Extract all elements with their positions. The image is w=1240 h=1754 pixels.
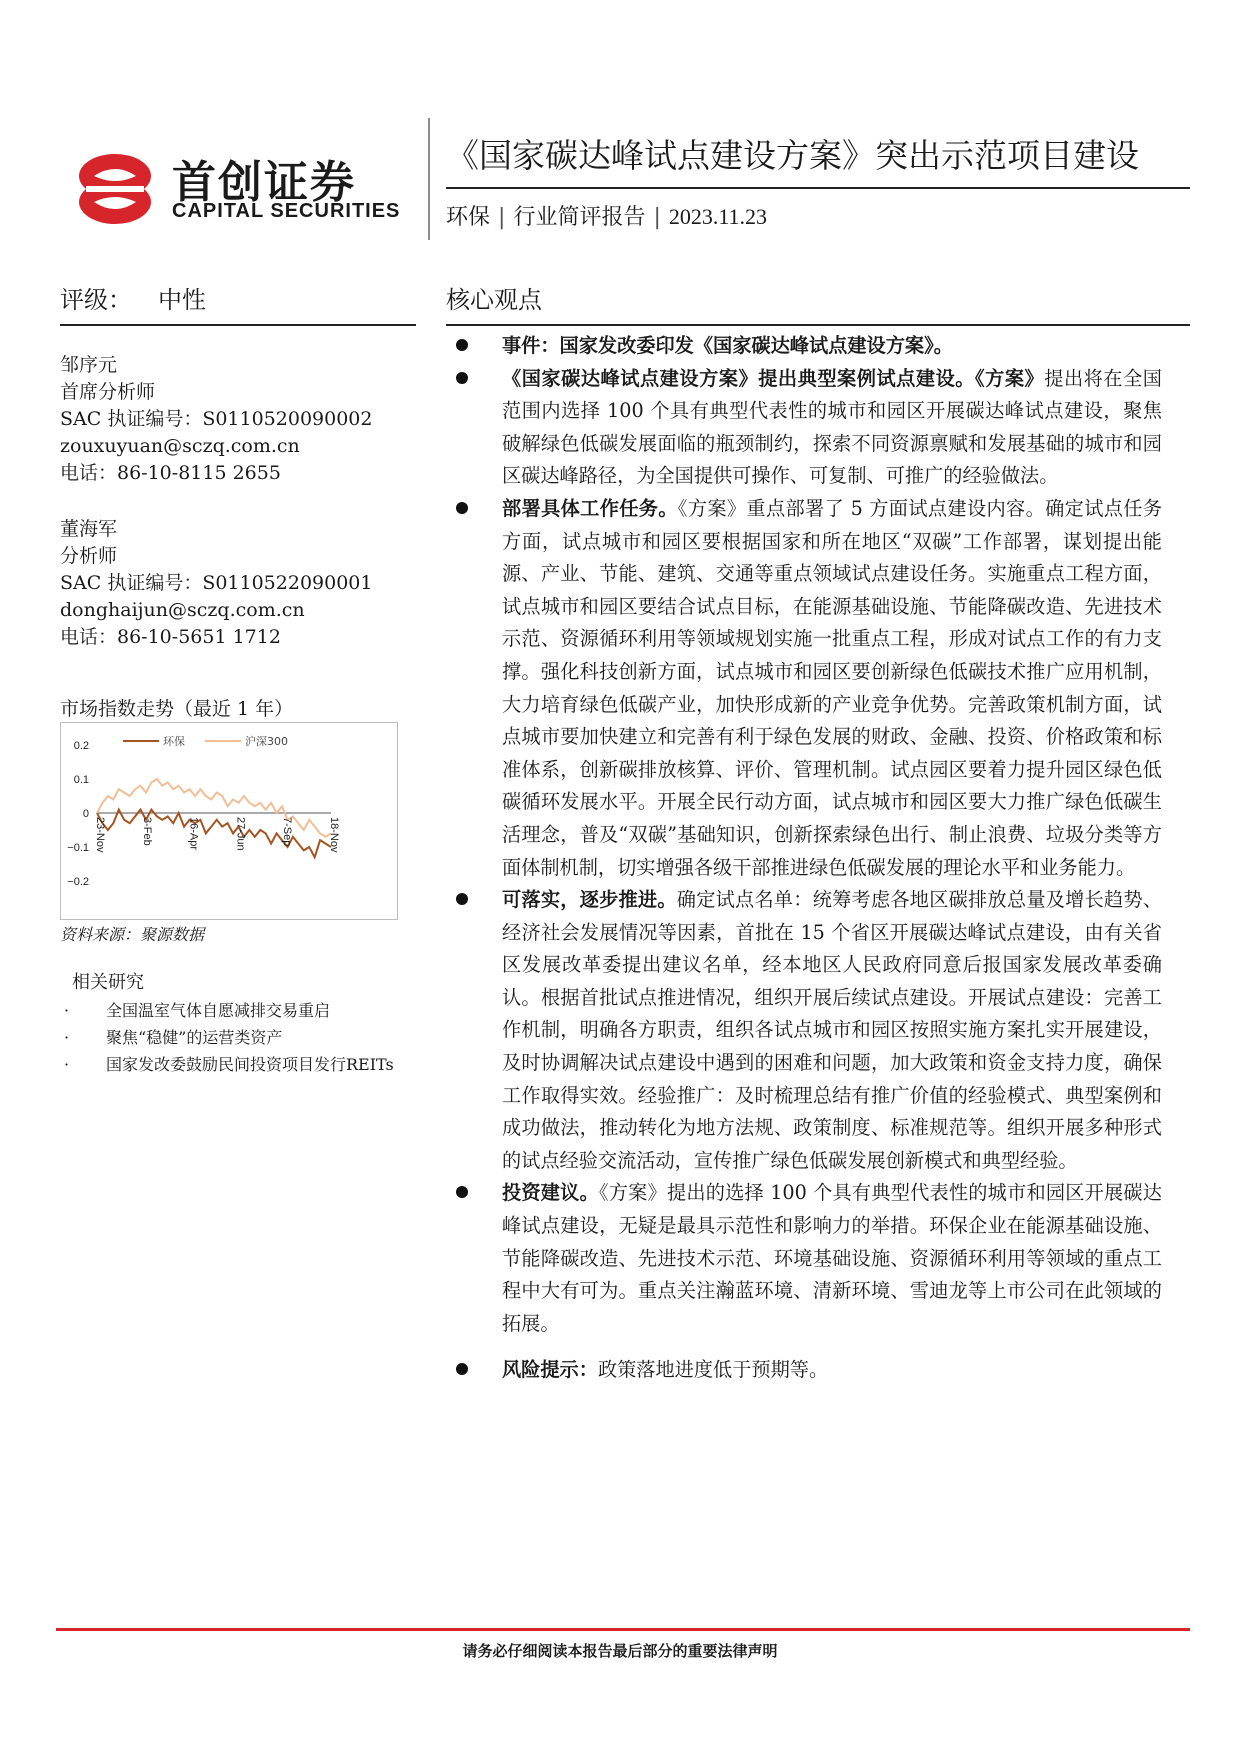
analyst-role: 分析师: [60, 545, 118, 567]
legend-label: 沪深300: [245, 735, 288, 748]
x-tick-label: 27-Jun: [234, 817, 247, 851]
related-research-title: 相关研究: [72, 972, 144, 993]
x-tick-label: 7-Sep: [281, 817, 294, 847]
analyst-name: 董海军: [60, 518, 118, 540]
y-tick-label: 0: [82, 808, 89, 820]
bullet-text: 提出将在全国范围内选择 100 个具有典型代表性的城市和园区开展碳达峰试点建设，聚焦破解绿色低碳发展面临的瓶颈制约，探索不同资源禀赋和发展基础的城市和园区碳达峰路径，为全国提供可操作、可复制、可推广的经验做法。: [502, 366, 1162, 488]
bullet-lead: 可落实，逐步推进。: [502, 888, 677, 912]
rating-label: 评级：: [60, 286, 132, 314]
bullet-lead: 投资建议。: [502, 1181, 599, 1205]
related-item[interactable]: · 聚焦“稳健”的运营类资产: [64, 1028, 283, 1047]
bullet-lead: 部署具体工作任务。: [502, 496, 678, 520]
legend-label: 环保: [163, 735, 185, 748]
report-title: 《国家碳达峰试点建设方案》突出示范项目建设: [446, 136, 1139, 175]
market-index-chart: [60, 722, 398, 920]
rating-value: 中性: [158, 286, 206, 314]
header-divider: [428, 118, 430, 240]
chart-source: 资料来源：聚源数据: [60, 925, 205, 944]
bullet-icon: [456, 502, 468, 514]
chart-svg: [61, 723, 397, 919]
y-tick-label: −0.1: [67, 842, 89, 854]
related-item[interactable]: · 全国温室气体自愿减排交易重启: [64, 1001, 331, 1020]
y-tick-label: 0.1: [73, 774, 89, 786]
bullet-item: [456, 330, 1162, 363]
bullet-icon: [456, 1363, 468, 1375]
bullet-dot-icon: ·: [64, 1055, 70, 1074]
bullet-dot-icon: ·: [64, 1001, 70, 1020]
bullet-text: 政策落地进度低于预期等。: [597, 1358, 829, 1382]
core-views-list: [456, 330, 1162, 1387]
analyst-name: 邹序元: [60, 354, 118, 376]
bullet-icon: [456, 1186, 468, 1198]
rating: [60, 280, 206, 315]
analyst-phone: 电话：86-10-5651 1712: [60, 626, 281, 648]
left-section-rule: [60, 324, 416, 326]
bullet-icon: [456, 372, 468, 384]
company-logo: [72, 140, 412, 240]
analyst-card: [60, 516, 372, 651]
series-line: [97, 779, 331, 837]
logo-mark-icon: [72, 146, 158, 232]
bullet-icon: [456, 339, 468, 351]
x-tick-label: 16-Apr: [187, 817, 200, 851]
y-tick-label: 0.2: [73, 740, 89, 752]
sector-label: 环保: [446, 205, 491, 230]
analyst-role: 首席分析师: [60, 381, 156, 403]
related-research-list: [60, 1000, 420, 1081]
logo-chinese-name: 首创证券: [172, 157, 356, 208]
footer-rule: [56, 1628, 1190, 1631]
y-tick-label: −0.2: [67, 876, 89, 888]
bullet-item: [456, 493, 1162, 884]
bullet-item: [456, 1177, 1162, 1340]
bullet-item: [456, 363, 1162, 493]
analyst-sac: SAC 执证编号：S0110522090001: [60, 572, 373, 594]
x-tick-label: 3-Feb: [140, 817, 153, 846]
title-rule: [446, 187, 1190, 189]
analyst-sac: SAC 执证编号：S0110520090002: [60, 408, 373, 430]
bullet-text: 《方案》重点部署了 5 方面试点建设内容。确定试点任务方面，试点城市和园区要根据国家和所在地区“双碳”工作部署，谋划提出能源、产业、节能、建筑、交通等重点领域试点建设任务。实施重点工程方面，试点城市和园区要结合试点目标，在能源基础设施、节能降碳改造、先进技术示范、资源循环利用等领域规划实施一批重点工程，形成对试点工作的有力支撑。强化科技创新方面，试点城市和园区要创新绿色低碳技术推广应用机制，大力培育绿色低碳产业，加快形成新的产业竞争优势。完善政策机制方面，试点城市要加快建立和完善有利于绿色发展的财政、金融、投资、价格政策和标准体系，创新碳排放核算、评价、管理机制。试点园区要着力提升园区绿色低碳循环发展水平。开展全民行动方面，试点城市和园区要大力推广绿色低碳生活理念，普及“双碳”基础知识，创新探索绿色出行、制止浪费、垃圾分类等方面体制机制，切实增强各级干部推进绿色低碳发展的理论水平和业务能力。: [502, 496, 1163, 879]
bullet-icon: [456, 893, 468, 905]
report-subtitle: 环保 | 行业简评报告 | 2023.11.23: [446, 204, 768, 230]
bullet-text: 《方案》提出的选择 100 个具有典型代表性的城市和园区开展碳达峰试点建设，无疑是最具示范性和影响力的举措。环保企业在能源基础设施、节能降碳改造、先进技术示范、环境基础设施、资源循环利用等领域的重点工程中大有可为。重点关注瀚蓝环境、清新环境、雪迪龙等上市公司在此领域的拓展。: [502, 1181, 1162, 1335]
core-section-rule: [446, 324, 1190, 326]
bullet-text: 确定试点名单：统筹考虑各地区碳排放总量及增长趋势、经济社会发展情况等因素，首批在 15 个省区开展碳达峰试点建设，由有关省区发展改革委提出建议名单，经本地区人民政府同意后报国家发展改革委确认。根据首批试点推进情况，组织开展后续试点建设。开展试点建设：完善工作机制，明确各方职责，组织各试点城市和园区按照实施方案扎实开展建设，及时协调解决试点建设中遇到的困难和问题，加大政策和资金支持力度，确保工作取得实效。经验推广：及时梳理总结有推广价值的经验模式、典型案例和成功做法，推动转化为地方法规、政策制度、标准规范等。组织开展多种形式的试点经验交流活动，宣传推广绿色低碳发展创新模式和典型经验。: [502, 888, 1163, 1172]
chart-title: 市场指数走势（最近 1 年）: [60, 698, 294, 720]
x-tick-label: 18-Nov: [328, 817, 340, 853]
bullet-item: [456, 884, 1162, 1177]
bullet-item: [456, 1354, 1162, 1387]
series-line: [97, 810, 331, 858]
bullet-lead: 事件：国家发改委印发《国家碳达峰试点建设方案》。: [502, 334, 953, 357]
bullet-lead: 《国家碳达峰试点建设方案》提出典型案例试点建设。《方案》: [502, 366, 1045, 390]
bullet-lead: 风险提示：: [502, 1358, 598, 1382]
core-views-title: 核心观点: [446, 286, 542, 314]
report-type-label: 行业简评报告: [513, 205, 646, 230]
related-item[interactable]: · 国家发改委鼓励民间投资项目发行REITs: [64, 1055, 394, 1074]
bullet-dot-icon: ·: [64, 1028, 70, 1047]
analyst-phone: 电话：86-10-8115 2655: [60, 462, 281, 484]
report-date: 2023.11.23: [668, 204, 768, 229]
footer-disclaimer: 请务必仔细阅读本报告最后部分的重要法律声明: [462, 1642, 778, 1660]
analyst-card: [60, 352, 372, 487]
analyst-email[interactable]: donghaijun@sczq.com.cn: [60, 599, 305, 621]
analyst-email[interactable]: zouxuyuan@sczq.com.cn: [60, 435, 300, 457]
logo-english-name: CAPITAL SECURITIES: [172, 200, 401, 222]
x-tick-label: 23-Nov: [94, 817, 106, 853]
